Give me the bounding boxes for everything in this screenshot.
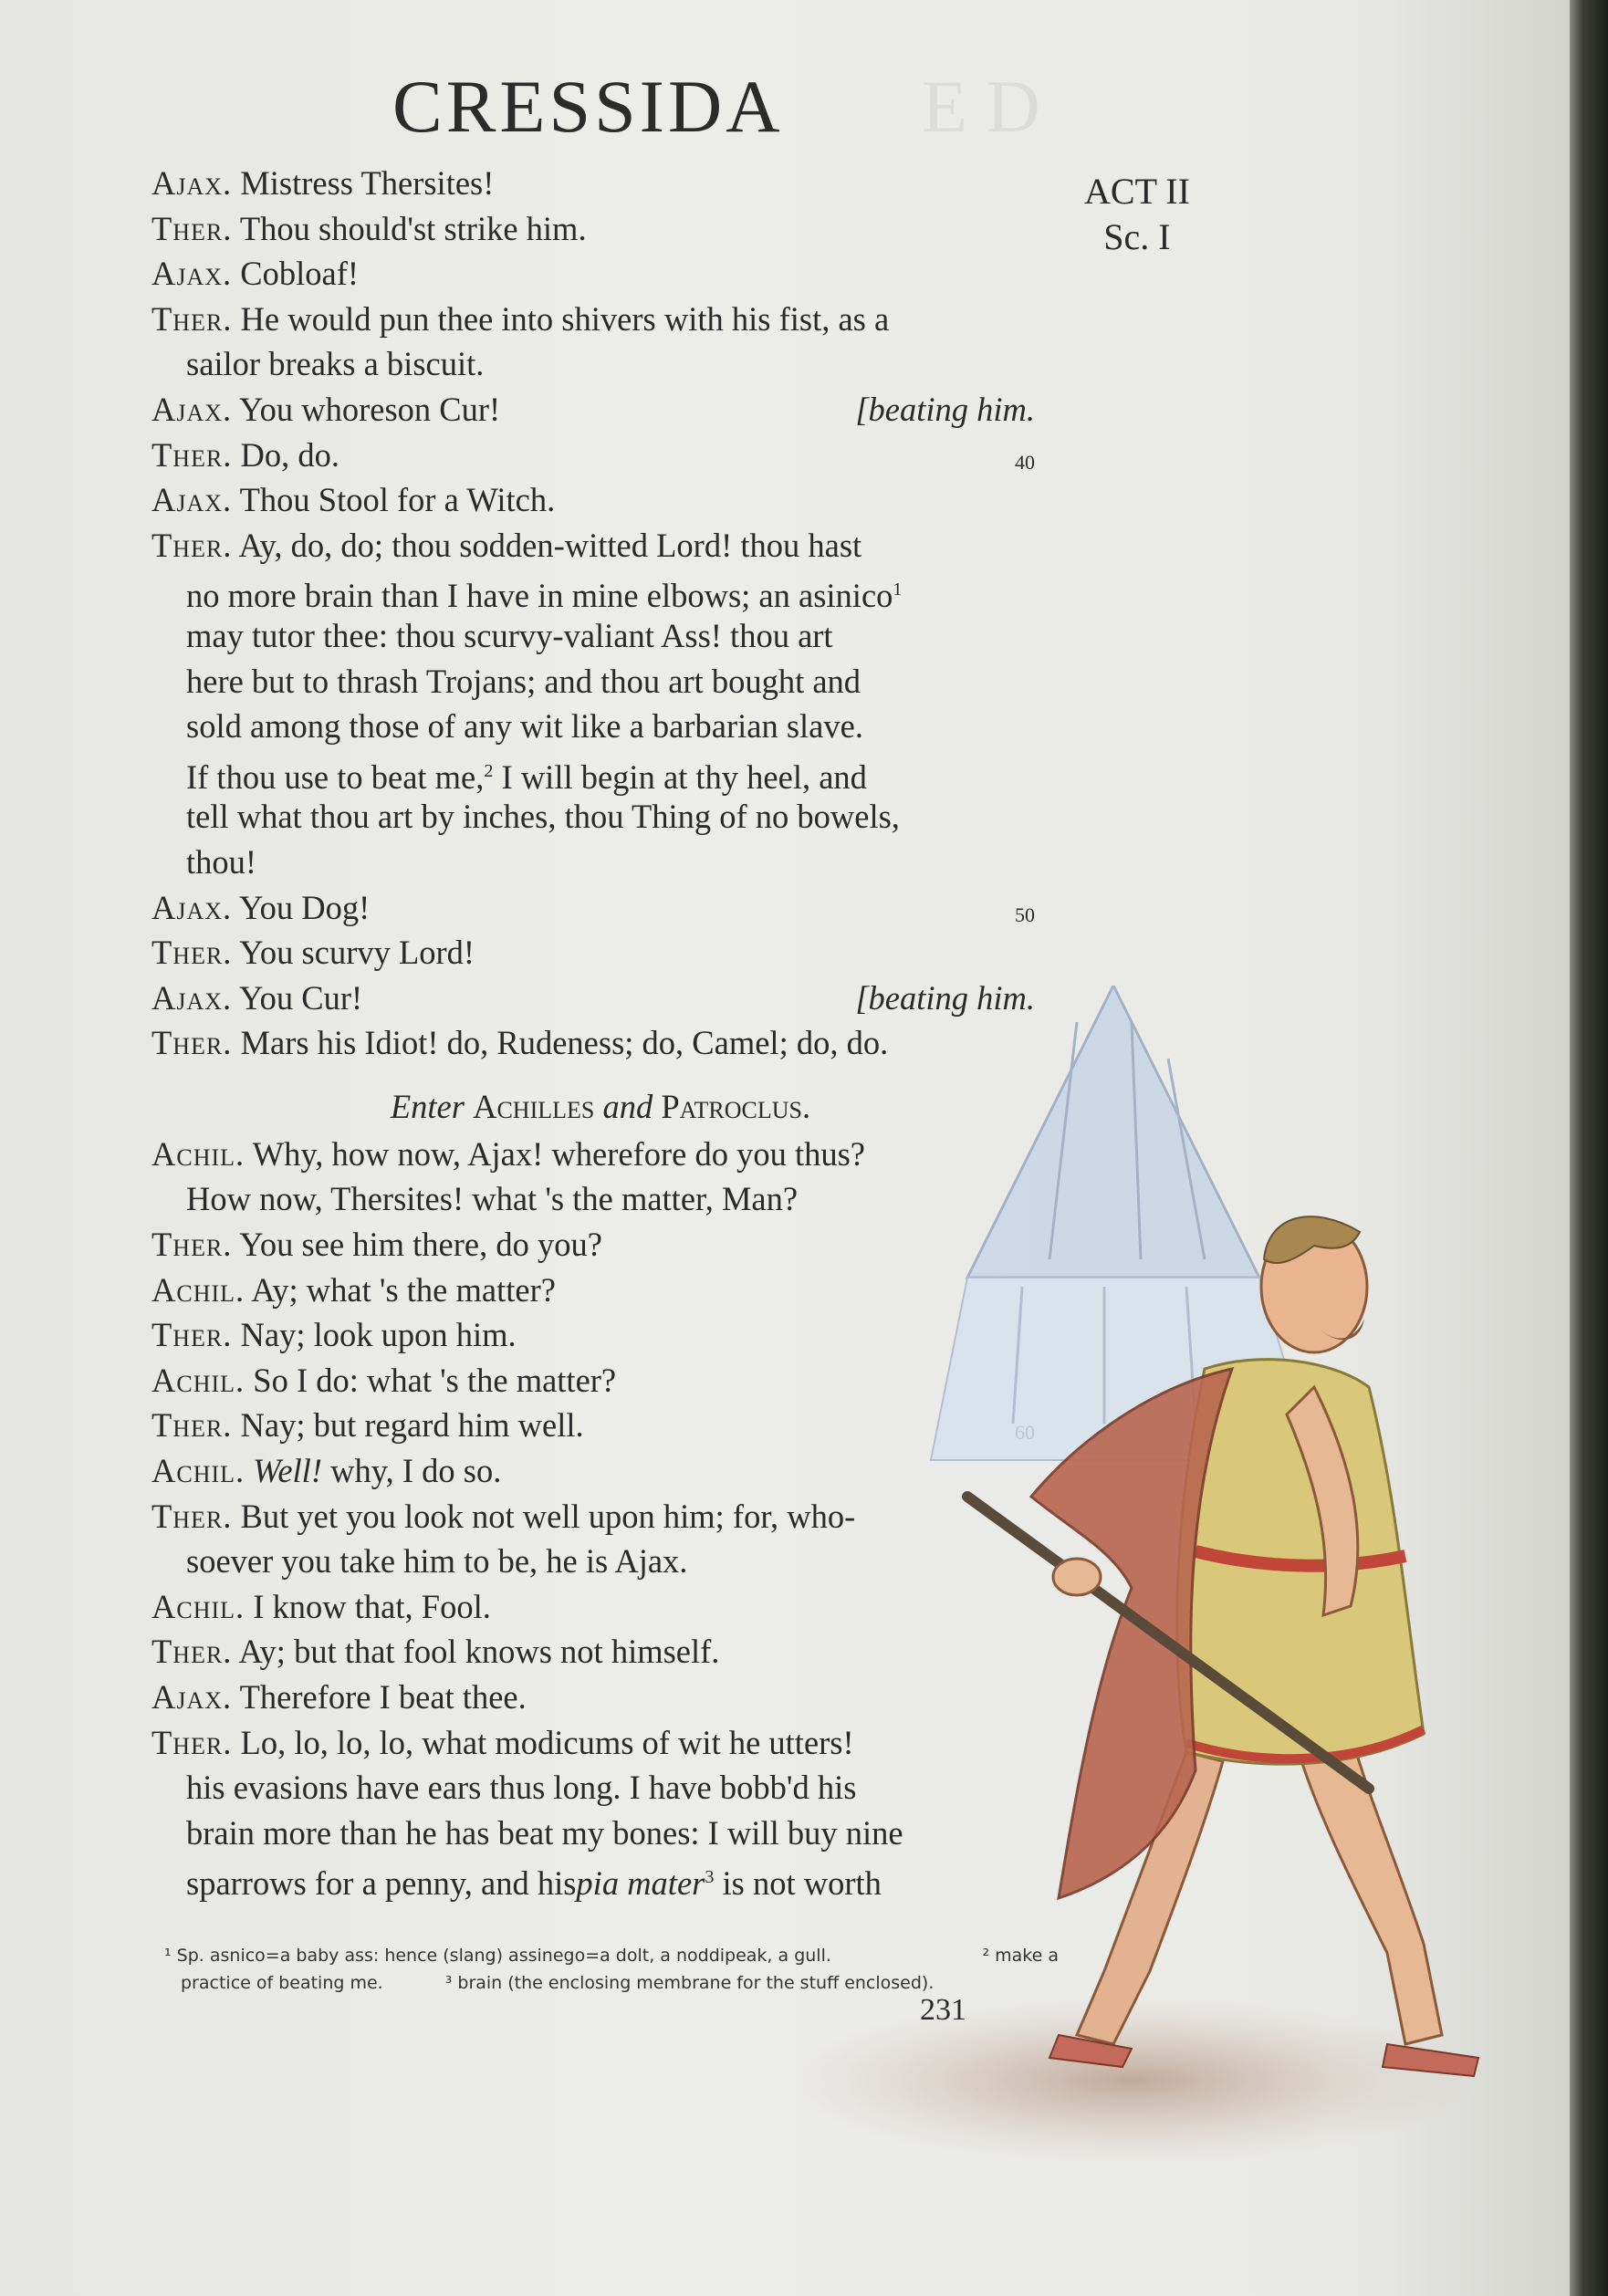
- ground-wash: [803, 1999, 1478, 2163]
- act-label: ACT II: [1084, 171, 1190, 212]
- line-text: Ay, do, do; thou sodden-witted Lord! thou hast: [238, 526, 862, 564]
- speech-line: [151, 251, 1049, 297]
- line-text: You scurvy Lord!: [239, 934, 475, 972]
- verse-continuation: [151, 659, 1049, 704]
- character-name: Patroclus.: [661, 1087, 811, 1125]
- dialogue-block: [151, 161, 1049, 1066]
- line-text: soever you take him to be, he is Ajax.: [186, 1542, 688, 1581]
- page-title: CRESSIDA: [392, 65, 784, 148]
- speech-line: [151, 297, 1049, 342]
- line-text: You Cur!: [238, 978, 363, 1017]
- speaker-name: Achil.: [151, 1361, 245, 1399]
- line-text: You see him there, do you?: [239, 1226, 602, 1264]
- speaker-name: Achil.: [151, 1270, 245, 1309]
- line-text: But yet you look not well upon him; for, who-: [240, 1497, 856, 1535]
- footnote-marker: 3: [705, 1867, 715, 1888]
- line-text: Do, do.: [240, 435, 340, 474]
- line-number: 40: [1015, 450, 1035, 474]
- speaker-name: Ajax.: [151, 888, 233, 926]
- stage-direction: [beating him.: [855, 978, 1035, 1017]
- speaker-name: Ajax.: [151, 255, 233, 293]
- speaker-name: Ajax.: [151, 481, 233, 519]
- line-text: How now, Thersites! what 's the matter, Man?: [186, 1180, 799, 1218]
- speaker-name: Achil.: [151, 1587, 245, 1625]
- act-scene-label: [1084, 169, 1190, 260]
- show-through-title: E D: [922, 65, 1040, 148]
- line-text: Thou should'st strike him.: [239, 209, 587, 247]
- footnote-line: [164, 1942, 1059, 1969]
- line-text: is not worth: [714, 1864, 882, 1903]
- speaker-name: Ther.: [151, 435, 233, 474]
- speaker-name: Achil.: [151, 1452, 245, 1490]
- line-text: no more brain than I have in mine elbows; an asinico: [186, 577, 893, 615]
- enter-word: Enter: [390, 1087, 465, 1125]
- speech-line: [151, 161, 1049, 206]
- verse-continuation: [151, 794, 1049, 840]
- speech-line: [151, 477, 1049, 523]
- character-name: Achilles: [473, 1087, 595, 1125]
- line-text: sold among those of any wit like a barbarian slave.: [186, 707, 863, 746]
- footnote-marker: 2: [484, 760, 494, 781]
- line-text: why, I do so.: [321, 1452, 502, 1490]
- footnote-3: ³ brain (the enclosing membrane for the stuff enclosed).: [444, 1973, 935, 1993]
- line-text: I will begin at thy heel, and: [493, 757, 867, 796]
- line-number: 50: [1015, 903, 1035, 926]
- speaker-name: Ther.: [151, 1723, 233, 1761]
- line-text: Thou Stool for a Witch.: [239, 481, 556, 519]
- speaker-name: Ther.: [151, 299, 233, 338]
- line-text: Cobloaf!: [240, 255, 360, 293]
- speaker-name: Ther.: [151, 1316, 233, 1354]
- line-text: Mars his Idiot! do, Rudeness; do, Camel; do, do.: [240, 1024, 889, 1062]
- line-text: Nay; look upon him.: [240, 1316, 517, 1354]
- line-text: So I do: what 's the matter?: [253, 1361, 617, 1399]
- speaker-name: Ajax.: [151, 390, 233, 428]
- line-text: tell what thou art by inches, thou Thing of no bowels,: [186, 798, 900, 836]
- line-text: thou!: [186, 842, 257, 881]
- line-text: Mistress Thersites!: [240, 164, 495, 202]
- line-text: his evasions have ears thus long. I have bobb'd his: [186, 1769, 857, 1807]
- speaker-name: Ajax.: [151, 978, 233, 1017]
- line-text: You whoreson Cur!: [238, 390, 501, 428]
- speech-line: [151, 387, 1049, 433]
- line-text: I know that, Fool.: [253, 1587, 491, 1625]
- verse-continuation: [151, 749, 1049, 795]
- speech-line: [151, 523, 1049, 569]
- verse-continuation: [151, 568, 1049, 613]
- speech-line: [151, 433, 1049, 478]
- speaker-name: Ther.: [151, 1406, 233, 1445]
- verse-continuation: [151, 704, 1049, 749]
- speaker-name: Ther.: [151, 934, 233, 972]
- speaker-name: Ther.: [151, 1633, 233, 1671]
- line-text: Ay; but that fool knows not himself.: [238, 1633, 720, 1671]
- line-text: Ay; what 's the matter?: [251, 1270, 556, 1309]
- book-spine: [1570, 0, 1608, 2296]
- speaker-name: Ther.: [151, 1226, 233, 1264]
- speech-line: [151, 206, 1049, 252]
- italic-text: pia mater: [576, 1864, 705, 1903]
- speaker-name: Ther.: [151, 1024, 233, 1062]
- line-text: brain more than he has beat my bones: I will buy nine: [186, 1813, 903, 1852]
- speech-line: [151, 885, 1049, 931]
- speech-line: [151, 930, 1049, 976]
- speaker-name: Ther.: [151, 209, 233, 247]
- page-number: 231: [920, 1993, 966, 2027]
- line-text: Lo, lo, lo, lo, what modicums of wit he utters!: [240, 1723, 854, 1761]
- line-text: sailor breaks a biscuit.: [186, 345, 485, 383]
- line-text: Why, how now, Ajax! wherefore do you thus?: [252, 1134, 865, 1173]
- footnote-2: ² make a: [982, 1946, 1059, 1966]
- speaker-name: Ther.: [151, 1497, 233, 1535]
- speaker-name: Ther.: [151, 526, 233, 564]
- line-text: You Dog!: [238, 888, 371, 926]
- line-text: He would pun thee into shivers with his fist, as a: [240, 299, 890, 338]
- verse-continuation: [151, 840, 1049, 885]
- line-text: Nay; but regard him well.: [240, 1406, 584, 1445]
- speaker-name: Achil.: [151, 1134, 245, 1173]
- line-text: here but to thrash Trojans; and thou art bought and: [186, 662, 861, 700]
- speaker-name: Ajax.: [151, 1678, 233, 1716]
- line-text: If thou use to beat me,: [186, 757, 485, 796]
- stage-direction: [beating him.: [855, 390, 1035, 428]
- verse-continuation: [151, 341, 1049, 387]
- line-text: sparrows for a penny, and his: [186, 1864, 577, 1903]
- line-text: Therefore I beat thee.: [239, 1678, 527, 1716]
- line-text: may tutor thee: thou scurvy-valiant Ass! thou art: [186, 616, 833, 654]
- footnote-1: ¹ Sp. asnico=a baby ass: hence (slang) assinego=a dolt, a noddipeak, a gull.: [164, 1946, 831, 1966]
- footnotes: [164, 1942, 1059, 1997]
- scene-label: Sc. I: [1103, 216, 1171, 257]
- verse-continuation: [151, 613, 1049, 659]
- italic-text: Well!: [253, 1452, 322, 1490]
- footnote-marker: 1: [893, 579, 903, 600]
- footnote-2-cont: practice of beating me.: [181, 1973, 383, 1993]
- speaker-name: Ajax.: [151, 164, 233, 202]
- and-word: and: [602, 1087, 653, 1125]
